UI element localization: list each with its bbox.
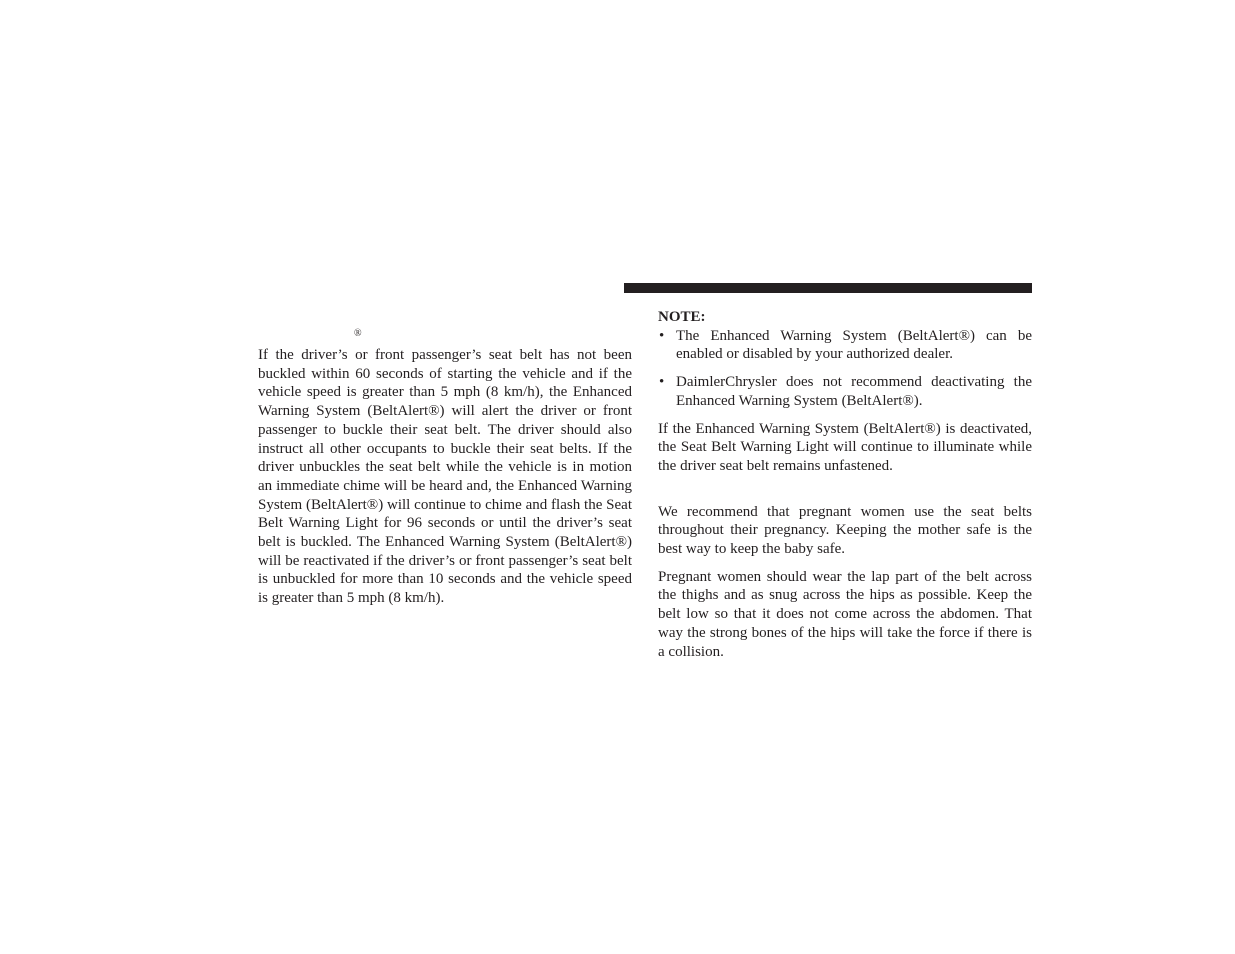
note-bullet-list (658, 327, 1032, 411)
registered-mark: ® (354, 328, 362, 339)
pregnant-women-paragraph-1: We recommend that pregnant women use the seat belts throughout their pregnancy. Keeping the mother safe is the best way to keep the baby safe. (658, 503, 1032, 558)
bullet-icon: • (659, 374, 665, 391)
bullet-icon: • (659, 327, 665, 344)
beltalert-paragraph: If the driver’s or front passenger’s seat belt has not been buckled within 60 seconds of starting the vehicle and if the vehicle speed is greater than 5 mph (8 km/h), the Enhanced Warning System (BeltAlert®) will alert the driver or front passenger to buckle their seat belt. The driver should also instruct all other occupants to buckle their seat belts. If the driver unbuckles the seat belt while the vehicle is in motion an immediate chime will be heard and, the Enhanced Warning System (BeltAlert®) will continue to chime and flash the Seat Belt Warning Light for 96 seconds or until the driver’s seat belt is buckled. The Enhanced Warning System (BeltAlert®) will be reactivated if the driver’s or front passenger’s seat belt is unbuckled for more than 10 seconds and the vehicle speed is greater than 5 mph (8 km/h). (258, 347, 632, 607)
note-bullet-item (658, 373, 1032, 410)
note-bullet-item (658, 327, 1032, 364)
pregnant-women-paragraph-2: Pregnant women should wear the lap part of the belt across the thighs and as snug across the hips as possible. Keep the belt low so that it does not come across the abdomen. That way the strong bones of the hips will take the force if there is a collision. (658, 568, 1032, 660)
note-label: NOTE: (658, 309, 706, 325)
section-header-bar (624, 283, 1032, 293)
left-column (258, 346, 632, 608)
note-bullet-text: The Enhanced Warning System (BeltAlert®) can be enabled or disabled by your authorized dealer. (676, 327, 1032, 363)
deactivated-paragraph: If the Enhanced Warning System (BeltAlert®) is deactivated, the Seat Belt Warning Light will continue to illuminate while the driver seat belt remains unfastened. (658, 420, 1032, 474)
note-bullet-text: DaimlerChrysler does not recommend deactivating the Enhanced Warning System (BeltAlert®). (676, 374, 1032, 409)
right-column (658, 308, 1032, 661)
